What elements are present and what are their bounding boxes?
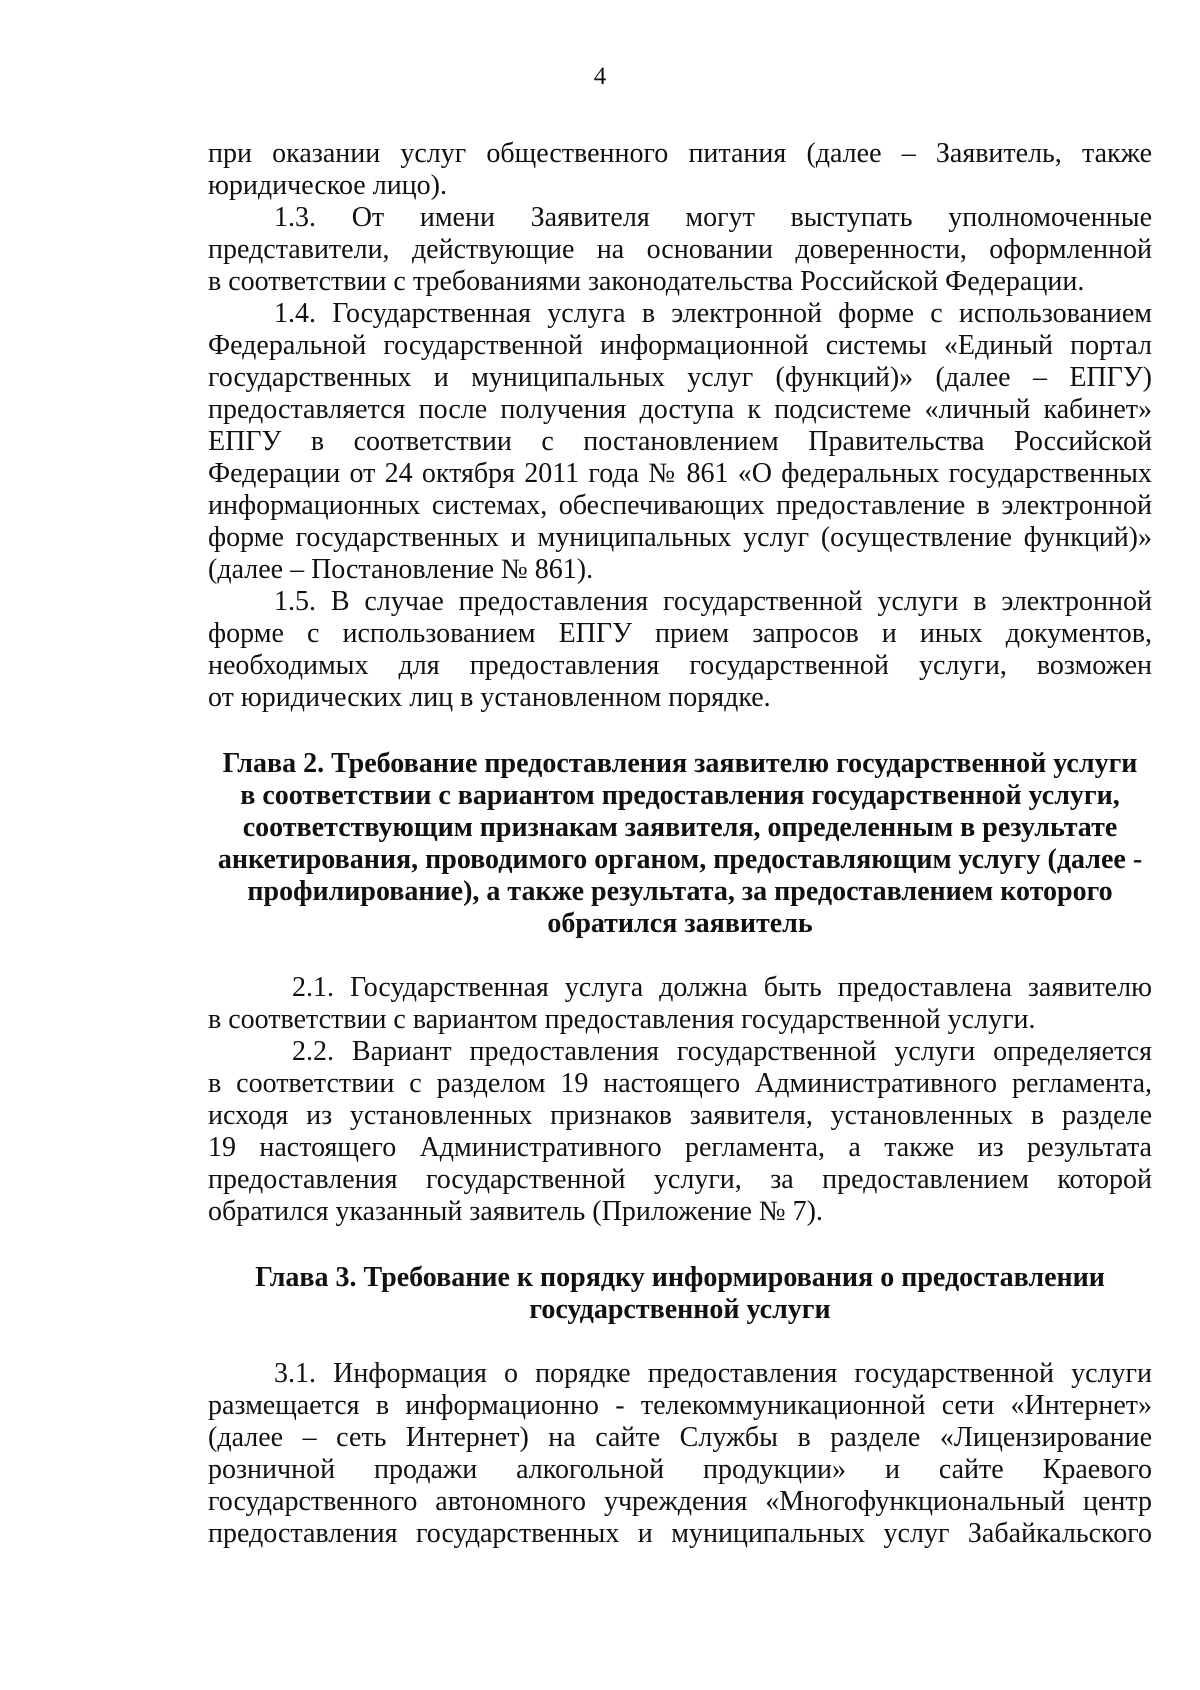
text-line: юридическое лицо).: [208, 170, 447, 201]
text-line: в соответствии с требованиями законодательства Российской Федерации.: [208, 266, 1085, 297]
chapter-2-heading: [208, 748, 1152, 940]
text-line: предоставляется после получения доступа к подсистеме «личный кабинет»: [208, 394, 1152, 425]
chapter-3-heading: [208, 1262, 1152, 1326]
heading-line: Глава 2. Требование предоставления заявителю государственной услуги: [222, 748, 1138, 779]
text-line: при оказании услуг общественного питания (далее – Заявитель, также: [208, 138, 1152, 169]
paragraph-2-1: [208, 972, 1152, 1036]
paragraph-intro: [208, 138, 1152, 202]
text-line: 2.1. Государственная услуга должна быть предоставлена заявителю: [292, 972, 1152, 1003]
section-gap: [208, 1228, 1152, 1262]
text-line: (далее – сеть Интернет) на сайте Службы в разделе «Лицензирование: [208, 1422, 1152, 1453]
text-line: Федерации от 24 октября 2011 года № 861 «О федеральных государственных: [208, 458, 1152, 489]
text-line: форме государственных и муниципальных услуг (осуществление функций)»: [208, 522, 1152, 553]
heading-line: в соответствии с вариантом предоставления государственной услуги,: [240, 780, 1120, 811]
text-line: 2.2. Вариант предоставления государственной услуги определяется: [292, 1036, 1152, 1067]
heading-line: государственной услуги: [529, 1294, 831, 1325]
paragraph-1-4: [208, 298, 1152, 586]
text-line: 3.1. Информация о порядке предоставления государственной услуги: [274, 1358, 1152, 1389]
heading-line: профилирование), а также результата, за предоставлением которого: [247, 876, 1113, 907]
text-line: обратился указанный заявитель (Приложение № 7).: [208, 1196, 823, 1227]
text-line: представители, действующие на основании доверенности, оформленной: [208, 234, 1152, 265]
document-body: [208, 138, 1152, 1550]
text-line: 1.5. В случае предоставления государственной услуги в электронной: [274, 586, 1152, 617]
text-line: государственного автономного учреждения «Многофункциональный центр: [208, 1486, 1152, 1517]
text-line: необходимых для предоставления государственной услуги, возможен: [208, 650, 1152, 681]
text-line: 1.4. Государственная услуга в электронной форме с использованием: [274, 298, 1152, 329]
text-line: 1.3. От имени Заявителя могут выступать уполномоченные: [274, 202, 1152, 233]
paragraph-1-5: [208, 586, 1152, 714]
text-line: исходя из установленных признаков заявителя, установленных в разделе: [208, 1100, 1152, 1131]
section-gap: [208, 714, 1152, 748]
heading-line: анкетирования, проводимого органом, предоставляющим услугу (далее -: [217, 844, 1143, 875]
text-line: от юридических лиц в установленном порядке.: [208, 682, 771, 713]
text-line: в соответствии с вариантом предоставления государственной услуги.: [208, 1004, 1036, 1035]
section-gap: [208, 1326, 1152, 1358]
text-line: в соответствии с разделом 19 настоящего Административного регламента,: [208, 1068, 1152, 1099]
heading-line: Глава 3. Требование к порядку информирования о предоставлении: [255, 1262, 1105, 1293]
paragraph-2-2: [208, 1036, 1152, 1228]
text-line: размещается в информационно - телекоммуникационной сети «Интернет»: [208, 1390, 1152, 1421]
text-line: предоставления государственной услуги, за предоставлением которой: [208, 1164, 1152, 1195]
paragraph-3-1: [208, 1358, 1152, 1550]
text-line: (далее – Постановление № 861).: [208, 554, 594, 585]
text-line: форме с использованием ЕПГУ прием запросов и иных документов,: [208, 618, 1152, 649]
heading-line: соответствующим признакам заявителя, определенным в результате: [242, 812, 1118, 843]
text-line: 19 настоящего Административного регламента, а также из результата: [208, 1132, 1152, 1163]
text-line: информационных системах, обеспечивающих предоставление в электронной: [208, 490, 1152, 521]
text-line: Федеральной государственной информационной системы «Единый портал: [208, 330, 1152, 361]
heading-line: обратился заявитель: [547, 908, 813, 939]
text-line: предоставления государственных и муниципальных услуг Забайкальского: [208, 1518, 1152, 1549]
text-line: ЕПГУ в соответствии с постановлением Правительства Российской: [208, 426, 1152, 457]
section-gap: [208, 940, 1152, 972]
text-line: государственных и муниципальных услуг (функций)» (далее – ЕПГУ): [208, 362, 1152, 393]
text-line: розничной продажи алкогольной продукции» и сайте Краевого: [208, 1454, 1152, 1485]
paragraph-1-3: [208, 202, 1152, 298]
page-number: 4: [593, 63, 607, 90]
